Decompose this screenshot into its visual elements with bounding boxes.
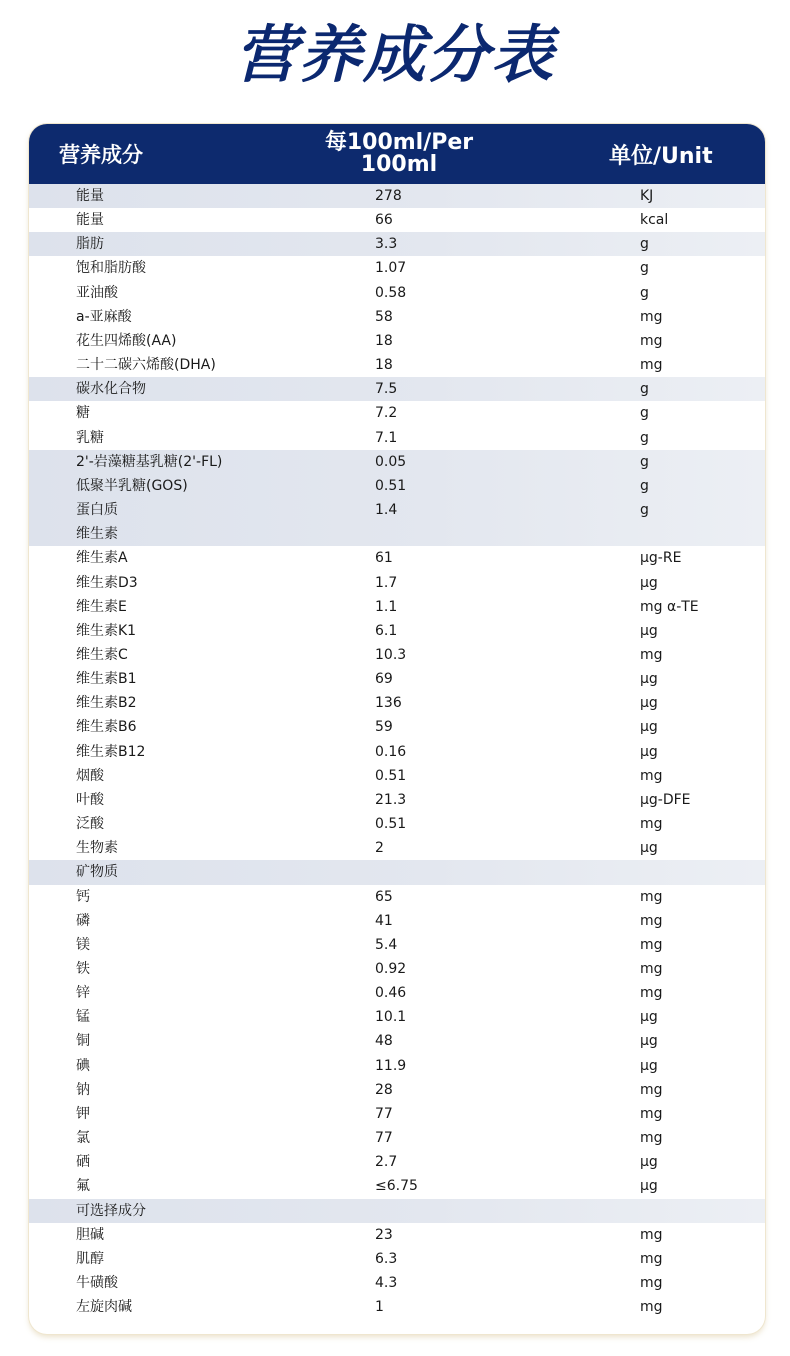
- nutrient-value: 77: [375, 1105, 393, 1122]
- nutrient-value: 69: [375, 671, 393, 688]
- nutrient-name: 亚油酸: [76, 284, 118, 301]
- nutrient-value: 48: [375, 1033, 393, 1050]
- nutrient-unit: μg: [640, 719, 658, 736]
- nutrient-name: 维生素K1: [76, 622, 137, 639]
- table-row: [29, 1247, 765, 1271]
- page-title: 营养成分表: [234, 18, 555, 91]
- nutrient-value: 23: [375, 1226, 393, 1243]
- header-per-line2: 100ml: [360, 152, 438, 177]
- nutrient-value: 11.9: [375, 1057, 407, 1074]
- nutrient-value: 2.7: [375, 1154, 398, 1171]
- table-body: [29, 184, 765, 1319]
- nutrient-name: 牛磺酸: [76, 1275, 118, 1292]
- table-row: [29, 426, 765, 450]
- table-row: [29, 1223, 765, 1247]
- nutrient-name: 胆碱: [76, 1226, 104, 1243]
- nutrient-name: 蛋白质: [76, 502, 118, 519]
- nutrient-value: 61: [375, 550, 393, 567]
- table-row: [29, 474, 765, 498]
- nutrient-value: 0.51: [375, 816, 407, 833]
- nutrient-unit: mg: [640, 646, 663, 663]
- nutrient-name: 二十二碳六烯酸(DHA): [76, 357, 216, 374]
- nutrient-name: 维生素B6: [76, 719, 137, 736]
- nutrient-unit: mg: [640, 1226, 663, 1243]
- nutrient-value: 18: [375, 332, 393, 349]
- table-row: [29, 1271, 765, 1295]
- nutrient-name: 脂肪: [76, 236, 104, 253]
- nutrient-unit: mg: [640, 308, 663, 325]
- table-row: [29, 667, 765, 691]
- nutrient-value: 1.07: [375, 260, 407, 277]
- nutrient-unit: μg: [640, 743, 658, 760]
- nutrient-value: 18: [375, 357, 393, 374]
- nutrient-unit: mg: [640, 936, 663, 953]
- table-row: [29, 1102, 765, 1126]
- nutrient-name: 肌醇: [76, 1250, 104, 1267]
- nutrient-name: 铁: [76, 961, 90, 977]
- table-row: [29, 1078, 765, 1102]
- nutrient-value: 2: [375, 840, 384, 857]
- table-row: [29, 643, 765, 667]
- nutrient-unit: μg: [640, 840, 658, 857]
- table-row: [29, 184, 765, 208]
- header-unit: 单位/Unit: [609, 143, 713, 169]
- table-row: [29, 1005, 765, 1029]
- nutrient-unit: g: [640, 405, 649, 422]
- table-row: [29, 740, 765, 764]
- nutrient-name: 左旋肉碱: [76, 1299, 132, 1316]
- nutrient-unit: μg: [640, 1033, 658, 1050]
- nutrient-value: 65: [375, 888, 393, 905]
- table-row: [29, 1174, 765, 1198]
- nutrient-value: 4.3: [375, 1275, 398, 1292]
- nutrient-value: 7.2: [375, 405, 398, 422]
- nutrient-unit: g: [640, 429, 649, 446]
- nutrient-unit: μg: [640, 1057, 658, 1074]
- nutrient-name: 维生素B2: [76, 695, 137, 712]
- table-row: [29, 546, 765, 570]
- table-row: [29, 909, 765, 933]
- table-row: [29, 377, 765, 401]
- nutrient-unit: μg-RE: [640, 550, 682, 567]
- nutrient-value: 7.1: [375, 429, 398, 446]
- nutrient-value: 0.51: [375, 767, 407, 784]
- nutrient-unit: kcal: [640, 212, 669, 229]
- header-per-100ml: [299, 124, 499, 184]
- nutrient-unit: mg: [640, 1299, 663, 1316]
- nutrient-name: 钙: [76, 888, 90, 905]
- nutrient-unit: mg: [640, 816, 663, 833]
- nutrient-unit: μg: [640, 1154, 658, 1171]
- nutrient-value: 5.4: [375, 936, 398, 953]
- table-row: [29, 764, 765, 788]
- nutrient-value: 3.3: [375, 236, 398, 253]
- table-row: [29, 498, 765, 522]
- table-row: [29, 305, 765, 329]
- nutrient-value: 10.3: [375, 646, 407, 663]
- nutrient-unit: mg α-TE: [640, 598, 699, 615]
- table-row: [29, 933, 765, 957]
- nutrient-value: 21.3: [375, 791, 407, 808]
- nutrient-unit: mg: [640, 1105, 663, 1122]
- table-row: [29, 957, 765, 981]
- table-row: [29, 232, 765, 256]
- nutrient-name: 维生素A: [76, 550, 128, 567]
- nutrient-name: 糖: [76, 405, 90, 422]
- table-row: [29, 595, 765, 619]
- table-row: [29, 281, 765, 305]
- nutrient-name: 维生素C: [76, 646, 128, 663]
- nutrient-value: 28: [375, 1081, 393, 1098]
- nutrient-unit: mg: [640, 1275, 663, 1292]
- table-row: [29, 1054, 765, 1078]
- nutrient-value: 0.92: [375, 961, 407, 977]
- nutrient-unit: KJ: [640, 188, 654, 204]
- nutrient-name: 矿物质: [76, 864, 118, 881]
- nutrient-name: 碳水化合物: [76, 381, 146, 398]
- nutrient-name: 钾: [76, 1105, 90, 1122]
- nutrient-unit: mg: [640, 888, 663, 905]
- nutrient-value: 77: [375, 1130, 393, 1147]
- nutrient-unit: g: [640, 236, 649, 253]
- nutrient-name: 能量: [76, 212, 104, 229]
- nutrient-value: 41: [375, 912, 393, 929]
- nutrient-value: ≤6.75: [375, 1178, 418, 1195]
- nutrient-value: 66: [375, 212, 393, 229]
- nutrient-value: 10.1: [375, 1009, 407, 1026]
- table-row: [29, 571, 765, 595]
- nutrient-unit: μg: [640, 574, 658, 591]
- nutrient-value: 136: [375, 695, 402, 712]
- nutrient-name: 碘: [76, 1057, 90, 1074]
- nutrient-name: 钠: [76, 1081, 90, 1098]
- nutrient-unit: g: [640, 502, 649, 519]
- table-row: [29, 836, 765, 860]
- nutrient-name: 能量: [76, 188, 104, 204]
- nutrient-value: 6.1: [375, 622, 398, 639]
- table-row: [29, 1029, 765, 1053]
- nutrient-unit: mg: [640, 912, 663, 929]
- nutrient-name: 叶酸: [76, 791, 104, 808]
- nutrient-name: 可选择成分: [76, 1202, 146, 1219]
- nutrient-value: 1.7: [375, 574, 398, 591]
- nutrient-value: 0.16: [375, 743, 407, 760]
- nutrient-value: 59: [375, 719, 393, 736]
- nutrient-unit: μg: [640, 622, 658, 639]
- nutrient-name: 泛酸: [76, 816, 104, 833]
- table-row: [29, 860, 765, 884]
- table-row: [29, 619, 765, 643]
- table-row: [29, 329, 765, 353]
- nutrition-table: [29, 124, 765, 1334]
- table-row: [29, 353, 765, 377]
- table-row: [29, 812, 765, 836]
- nutrient-unit: mg: [640, 1250, 663, 1267]
- nutrient-name: 乳糖: [76, 429, 104, 446]
- nutrient-value: 6.3: [375, 1250, 398, 1267]
- table-row: [29, 1295, 765, 1319]
- nutrient-unit: mg: [640, 332, 663, 349]
- nutrient-unit: mg: [640, 961, 663, 977]
- nutrient-name: 2'-岩藻糖基乳糖(2'-FL): [76, 453, 223, 470]
- nutrient-name: 磷: [76, 912, 90, 929]
- nutrient-name: 花生四烯酸(AA): [76, 332, 177, 349]
- nutrient-value: 0.46: [375, 985, 407, 1002]
- header-nutrient: 营养成分: [59, 143, 143, 167]
- nutrient-unit: g: [640, 453, 649, 470]
- nutrient-name: 氟: [76, 1178, 90, 1195]
- header-per-line1: 每100ml/Per: [324, 130, 474, 155]
- nutrient-value: 0.58: [375, 284, 407, 301]
- nutrient-value: 7.5: [375, 381, 398, 398]
- table-row: [29, 788, 765, 812]
- table-row: [29, 715, 765, 739]
- nutrient-name: 氯: [76, 1130, 90, 1147]
- nutrient-name: a-亚麻酸: [76, 308, 132, 325]
- nutrient-unit: mg: [640, 985, 663, 1002]
- nutrient-unit: g: [640, 381, 649, 398]
- table-row: [29, 1199, 765, 1223]
- table-row: [29, 522, 765, 546]
- table-row: [29, 1126, 765, 1150]
- nutrient-value: 58: [375, 308, 393, 325]
- nutrient-name: 维生素E: [76, 598, 127, 615]
- table-row: [29, 1150, 765, 1174]
- nutrient-name: 硒: [76, 1154, 90, 1171]
- nutrient-value: 0.51: [375, 477, 407, 494]
- table-row: [29, 885, 765, 909]
- table-row: [29, 208, 765, 232]
- table-row: [29, 691, 765, 715]
- nutrient-unit: g: [640, 260, 649, 277]
- nutrient-unit: g: [640, 284, 649, 301]
- table-header: [29, 124, 765, 184]
- table-row: [29, 401, 765, 425]
- nutrient-name: 镁: [76, 936, 90, 953]
- nutrient-value: 278: [375, 188, 402, 204]
- nutrient-unit: μg: [640, 1178, 658, 1195]
- nutrient-unit: μg-DFE: [640, 791, 691, 808]
- nutrient-value: 1.4: [375, 502, 398, 519]
- table-row: [29, 256, 765, 280]
- nutrient-name: 饱和脂肪酸: [76, 260, 146, 277]
- nutrient-name: 维生素B12: [76, 743, 146, 760]
- nutrient-name: 生物素: [76, 840, 118, 857]
- nutrient-name: 烟酸: [76, 767, 104, 784]
- nutrient-unit: μg: [640, 1009, 658, 1026]
- nutrient-unit: mg: [640, 357, 663, 374]
- nutrient-name: 锌: [76, 985, 90, 1002]
- nutrient-unit: mg: [640, 767, 663, 784]
- nutrient-unit: g: [640, 477, 649, 494]
- nutrient-name: 维生素: [76, 526, 118, 543]
- nutrient-unit: μg: [640, 671, 658, 688]
- table-row: [29, 981, 765, 1005]
- nutrient-unit: mg: [640, 1130, 663, 1147]
- nutrient-value: 1: [375, 1299, 384, 1316]
- nutrient-name: 维生素D3: [76, 574, 138, 591]
- table-row: [29, 450, 765, 474]
- nutrient-value: 1.1: [375, 598, 398, 615]
- nutrient-name: 铜: [76, 1033, 90, 1050]
- nutrient-unit: μg: [640, 695, 658, 712]
- nutrient-name: 锰: [76, 1009, 90, 1026]
- nutrient-name: 维生素B1: [76, 671, 137, 688]
- nutrient-name: 低聚半乳糖(GOS): [76, 477, 188, 494]
- nutrient-value: 0.05: [375, 453, 407, 470]
- nutrient-unit: mg: [640, 1081, 663, 1098]
